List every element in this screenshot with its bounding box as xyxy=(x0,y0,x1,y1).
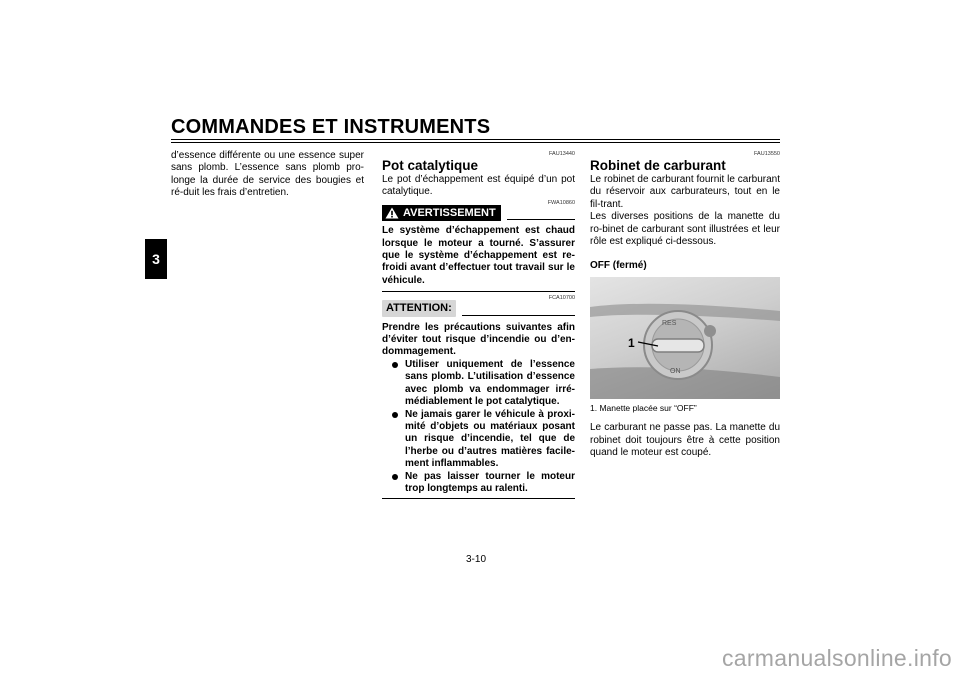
title-rule xyxy=(171,139,780,143)
chapter-tab: 3 xyxy=(145,239,167,279)
warning-badge xyxy=(382,205,501,221)
callout-number: 1 xyxy=(628,335,635,350)
warning-end-rule xyxy=(382,291,575,292)
catalytic-intro: Le pot d’échappement est équipé d’un pot catalytique. xyxy=(382,174,575,198)
column-middle xyxy=(382,150,575,499)
watermark: carmanualsonline.info xyxy=(721,645,952,671)
column-left xyxy=(171,150,364,200)
section-code: FAU13550 xyxy=(754,151,780,157)
list-item: Ne jamais garer le véhicule à proxi-mité d’objets ou matériaux posant un risque d’incendie, tel que de l’herbe ou d’autres matières facile-ment inflammables. xyxy=(382,409,575,471)
photo-caption: 1. Manette placée sur “OFF” xyxy=(590,402,697,413)
off-subheading: OFF (fermé) xyxy=(590,260,647,272)
attention-end-rule xyxy=(382,498,575,499)
body-paragraph: d’essence différente ou une essence super sans plomb. L’essence sans plomb pro-longe la durée de service des bougies et ré-duit les frais d’entretien. xyxy=(171,150,364,199)
res-marking: RES xyxy=(662,319,677,327)
warning-text: Le système d’échappement est chaud lorsque le moteur a tourné. S’assurer que le système d’échappement est re-froidi avant d’effectuer tout travail sur le véhicule. xyxy=(382,225,575,286)
fuel-cock-paragraph-1: Le robinet de carburant fournit le carburant du réservoir aux carburateurs, tout en le fil-trant. xyxy=(590,174,780,210)
attention-intro: Prendre les précautions suivantes afin d’éviter tout risque d’incendie ou d’en-dommagement. xyxy=(382,321,575,358)
fuel-cock-photo xyxy=(590,277,780,399)
fuel-cock-paragraph-2: Les diverses positions de la manette du ro-binet de carburant sont illustrées et leur rôle est expliqué ci-dessous. xyxy=(590,211,780,248)
attention-header xyxy=(382,300,575,316)
page-title: COMMANDES ET INSTRUMENTS xyxy=(171,116,491,138)
attention-badge: ATTENTION: xyxy=(382,300,456,316)
attention-list xyxy=(382,359,575,495)
section-title-fuel-cock: Robinet de carburant xyxy=(590,158,726,173)
attention-rule xyxy=(462,315,575,316)
warning-triangle-icon xyxy=(385,207,399,219)
list-item: Utiliser uniquement de l’essence sans plomb. L’utilisation d’essence avec plomb va endommager irré-médiablement le pot catalytique. xyxy=(382,359,575,409)
fuel-cock-paragraph-3: Le carburant ne passe pas. La manette du robinet doit toujours être à cette position quand le moteur est coupé. xyxy=(590,422,780,459)
warning-label: AVERTISSEMENT xyxy=(403,206,496,219)
section-title-catalytic: Pot catalytique xyxy=(382,158,479,173)
list-item: Ne pas laisser tourner le moteur trop longtemps au ralenti. xyxy=(382,471,575,496)
page-number: 3-10 xyxy=(466,554,487,565)
attention-code: FCA10700 xyxy=(548,295,575,302)
section-code: FAU13440 xyxy=(549,151,575,157)
warning-rule xyxy=(507,219,575,220)
warning-header xyxy=(382,205,575,221)
fuel-cock-illustration xyxy=(590,277,780,399)
column-right xyxy=(590,150,780,459)
warning-code: FWA10860 xyxy=(547,199,575,206)
on-marking: ON xyxy=(670,367,681,375)
